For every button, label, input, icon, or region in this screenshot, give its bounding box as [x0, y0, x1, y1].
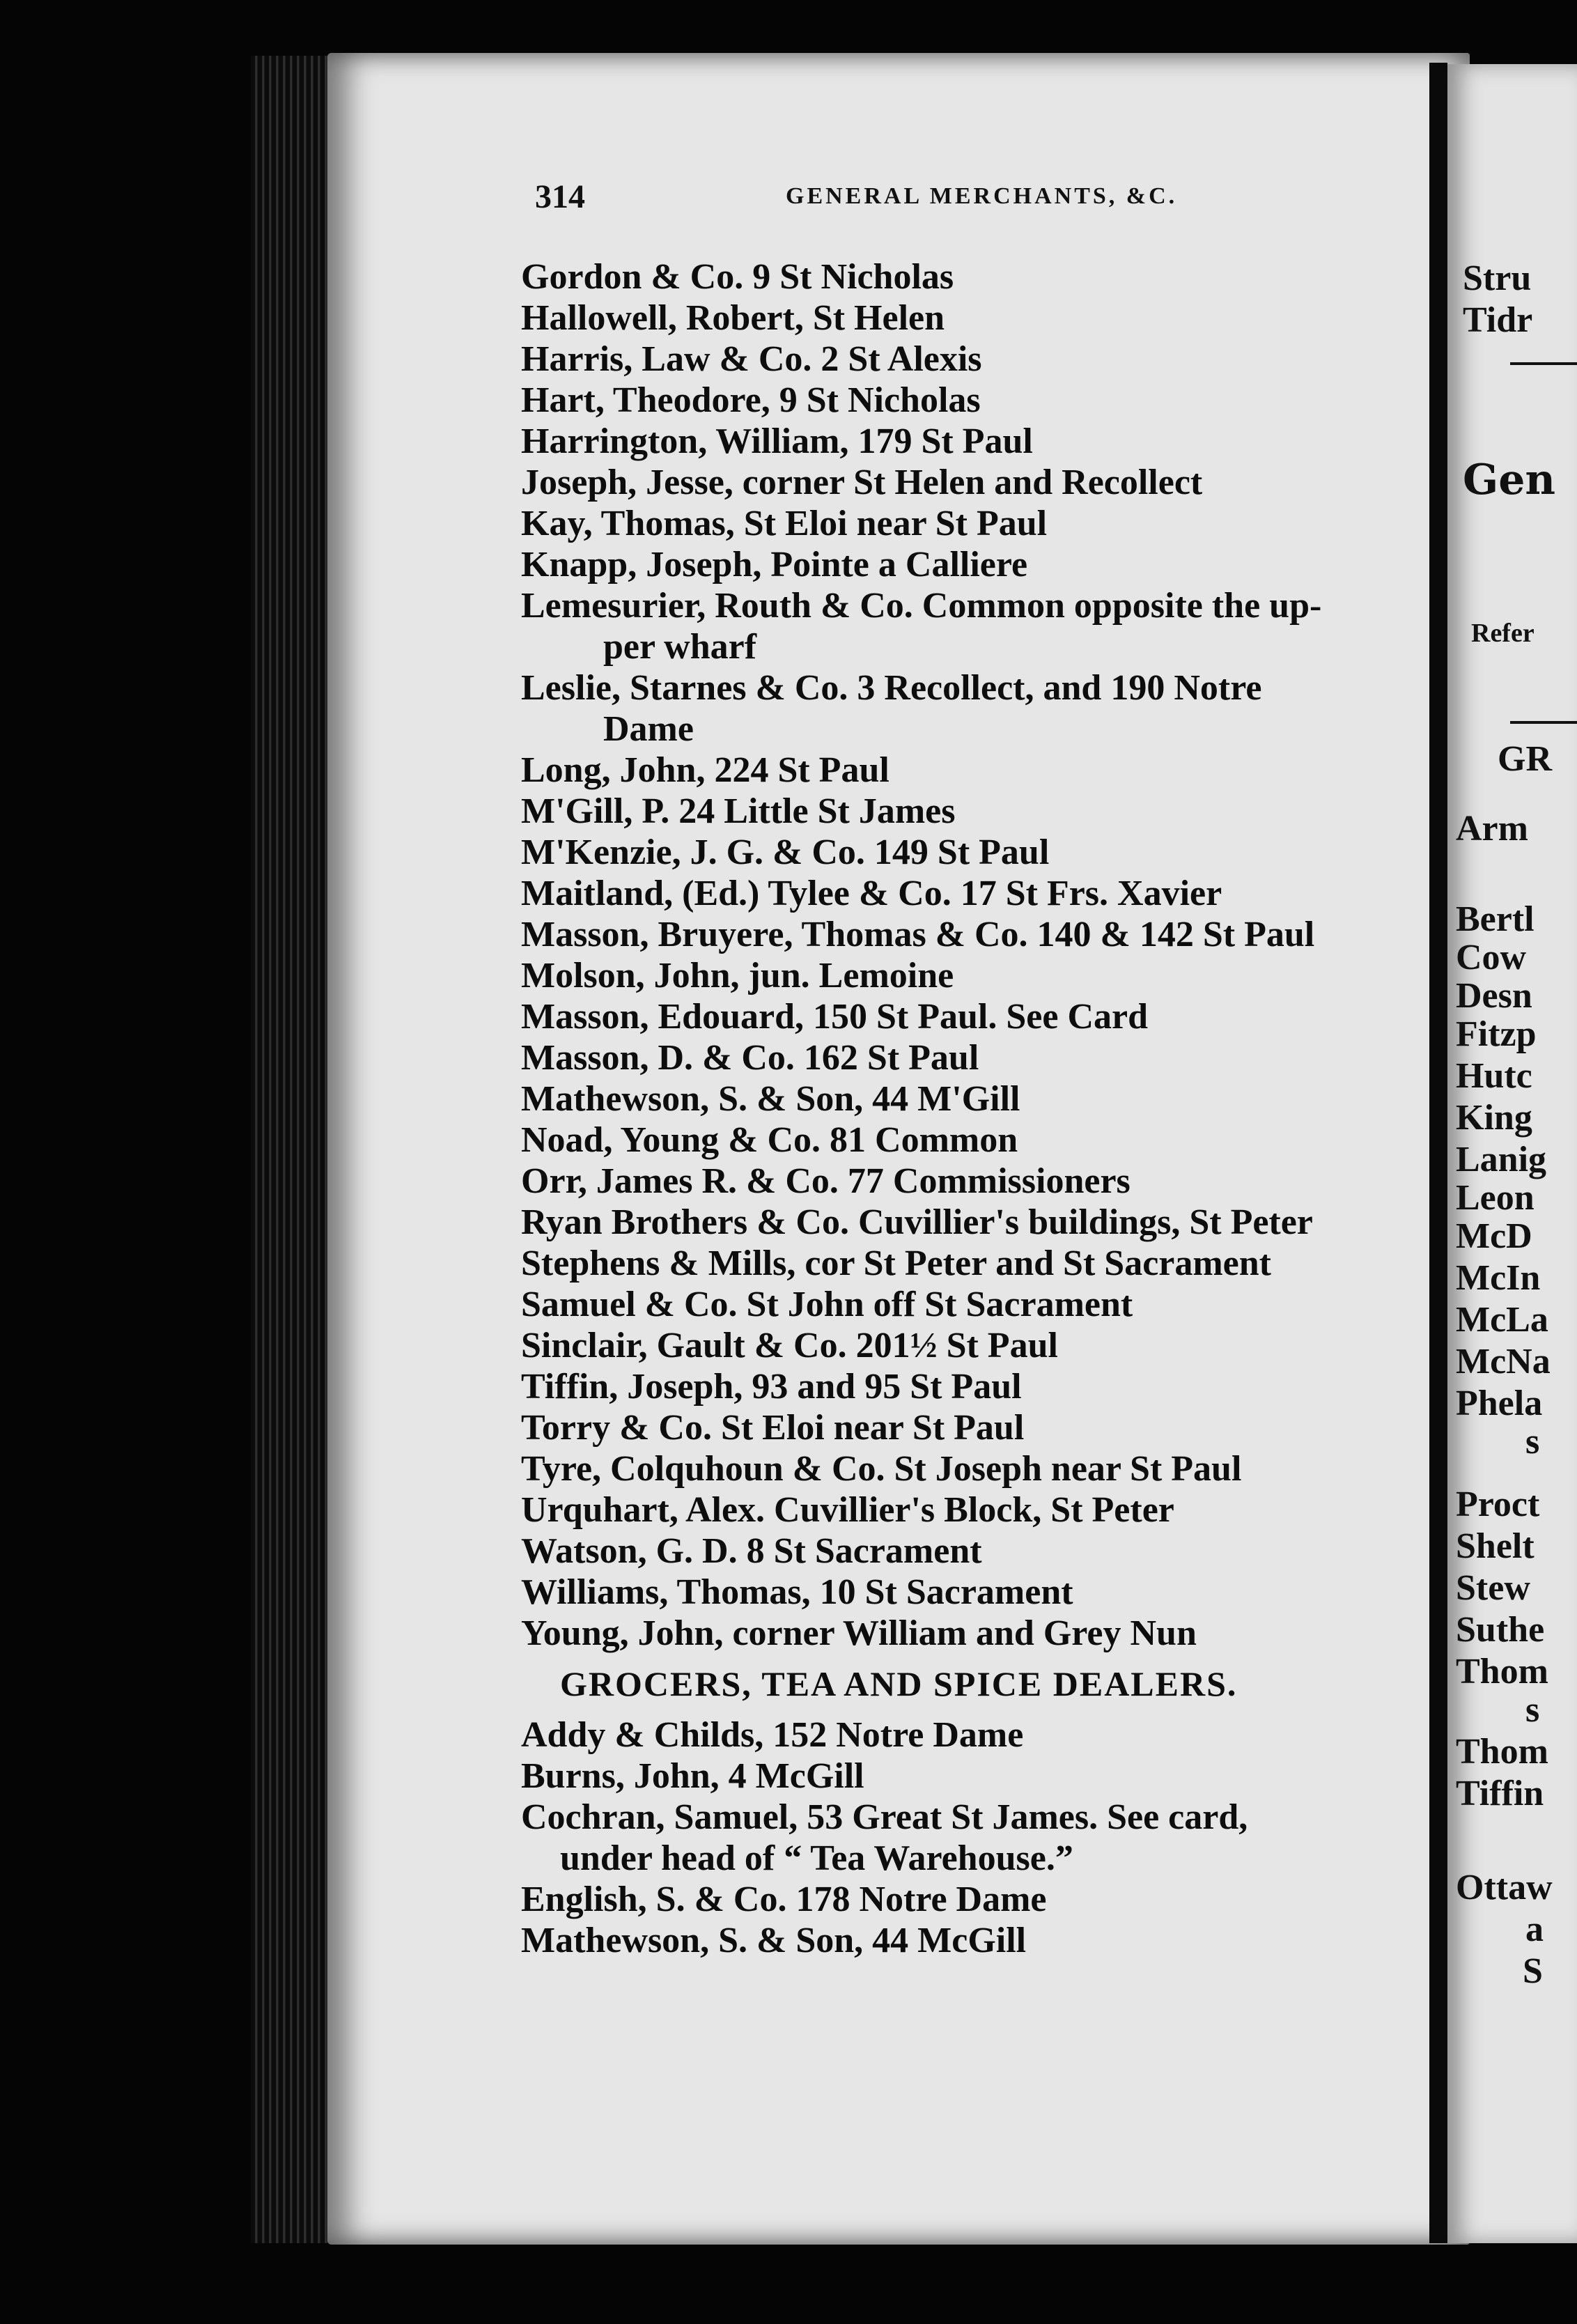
directory-entry: M'Kenzie, J. G. & Co. 149 St Paul: [521, 832, 1050, 872]
right-page-text: Shelt: [1456, 1526, 1535, 1566]
directory-entry: Addy & Childs, 152 Notre Dame: [521, 1715, 1024, 1755]
directory-entry: Mathewson, S. & Son, 44 McGill: [521, 1921, 1027, 1960]
right-page-text: Tiffin: [1456, 1774, 1544, 1813]
directory-entry: Masson, D. & Co. 162 St Paul: [521, 1038, 979, 1078]
directory-entry: Masson, Edouard, 150 St Paul. See Card: [521, 997, 1148, 1037]
directory-entry: Williams, Thomas, 10 St Sacrament: [521, 1572, 1073, 1612]
directory-entry: English, S. & Co. 178 Notre Dame: [521, 1880, 1047, 1919]
right-page-text: Proct: [1456, 1485, 1540, 1524]
right-page-text: S: [1523, 1951, 1543, 1991]
right-page-text: GR: [1498, 739, 1552, 779]
directory-entry: Molson, John, jun. Lemoine: [521, 956, 954, 996]
section-rule: [1510, 362, 1577, 365]
directory-entry: Orr, James R. & Co. 77 Commissioners: [521, 1161, 1131, 1201]
right-page-text: McNa: [1456, 1342, 1551, 1381]
right-page-text: McIn: [1456, 1258, 1541, 1298]
directory-listing: [521, 256, 1447, 1961]
directory-entry: Noad, Young & Co. 81 Common: [521, 1120, 1018, 1160]
right-page-text: Leon: [1456, 1178, 1535, 1218]
directory-entry: Hart, Theodore, 9 St Nicholas: [521, 380, 981, 420]
right-page-text: Refer: [1471, 619, 1535, 648]
directory-entry: Burns, John, 4 McGill: [521, 1756, 864, 1796]
right-page-fragment: [1447, 64, 1577, 2243]
directory-entry: Masson, Bruyere, Thomas & Co. 140 & 142 St Paul: [521, 915, 1315, 954]
directory-entry: Harris, Law & Co. 2 St Alexis: [521, 339, 982, 379]
right-page-text: Stru: [1463, 258, 1532, 298]
directory-entry: Sinclair, Gault & Co. 201½ St Paul: [521, 1326, 1058, 1365]
page-number: 314: [535, 178, 585, 215]
directory-entry: Joseph, Jesse, corner St Helen and Recollect: [521, 463, 1203, 502]
right-page-text: Lanig: [1456, 1140, 1547, 1179]
directory-entry: Gordon & Co. 9 St Nicholas: [521, 257, 954, 297]
directory-entry-continuation: per wharf: [603, 627, 757, 667]
directory-entry: Harrington, William, 179 St Paul: [521, 421, 1033, 461]
directory-entry: Young, John, corner William and Grey Nun: [521, 1613, 1197, 1653]
directory-entry: Torry & Co. St Eloi near St Paul: [521, 1408, 1025, 1448]
right-page-text: McD: [1456, 1216, 1532, 1256]
right-page-text: Desn: [1456, 976, 1532, 1016]
right-page-text: Fitzp: [1456, 1014, 1537, 1054]
right-page-text: McLa: [1456, 1300, 1548, 1340]
section-rule: [1510, 721, 1577, 724]
right-page-text: Hutc: [1456, 1056, 1532, 1096]
right-page-text: Tidr: [1463, 300, 1533, 340]
right-page-text: Thom: [1456, 1732, 1548, 1772]
directory-entry: Maitland, (Ed.) Tylee & Co. 17 St Frs. Xavier: [521, 874, 1222, 913]
directory-entry-continuation: Dame: [603, 709, 694, 749]
running-head: GENERAL MERCHANTS, &C.: [786, 183, 1178, 209]
directory-entry: Cochran, Samuel, 53 Great St James. See card,: [521, 1797, 1248, 1837]
directory-entry: Samuel & Co. St John off St Sacrament: [521, 1285, 1133, 1324]
right-page-text: a: [1525, 1909, 1544, 1949]
right-page-text: Ottaw: [1456, 1868, 1553, 1907]
right-page-text: Bertl: [1456, 899, 1535, 939]
directory-entry: Urquhart, Alex. Cuvillier's Block, St Peter: [521, 1490, 1174, 1530]
page-header: [535, 178, 1427, 219]
directory-entry: Mathewson, S. & Son, 44 M'Gill: [521, 1079, 1020, 1119]
directory-entry: Leslie, Starnes & Co. 3 Recollect, and 190 Notre: [521, 668, 1262, 708]
right-page-text: s: [1525, 1422, 1540, 1462]
directory-entry: Tyre, Colquhoun & Co. St Joseph near St Paul: [521, 1449, 1242, 1489]
right-page-text: Gen: [1463, 456, 1556, 504]
section-heading: GROCERS, TEA AND SPICE DEALERS.: [560, 1664, 1238, 1703]
directory-entry: Tiffin, Joseph, 93 and 95 St Paul: [521, 1367, 1022, 1407]
right-page-text: Suthe: [1456, 1610, 1545, 1650]
right-page-text: Phela: [1456, 1384, 1543, 1423]
right-page-text: Arm: [1456, 809, 1528, 849]
right-page-text: King: [1456, 1098, 1532, 1138]
right-page-text: s: [1525, 1690, 1540, 1730]
directory-entry: Long, John, 224 St Paul: [521, 750, 890, 790]
right-page-text: Thom: [1456, 1652, 1548, 1691]
directory-entry: Ryan Brothers & Co. Cuvillier's buildings, St Peter: [521, 1202, 1313, 1242]
right-page-text: Cow: [1456, 938, 1527, 977]
directory-entry: M'Gill, P. 24 Little St James: [521, 791, 956, 831]
right-page-text: Stew: [1456, 1568, 1530, 1608]
directory-entry: Knapp, Joseph, Pointe a Calliere: [521, 545, 1028, 584]
directory-entry: Hallowell, Robert, St Helen: [521, 298, 945, 338]
directory-entry: Lemesurier, Routh & Co. Common opposite the up-: [521, 586, 1322, 626]
directory-entry-continuation: under head of “ Tea Warehouse.”: [560, 1838, 1073, 1878]
page-edges: [251, 56, 334, 2243]
directory-entry: Watson, G. D. 8 St Sacrament: [521, 1531, 982, 1571]
directory-entry: Stephens & Mills, cor St Peter and St Sacrament: [521, 1244, 1271, 1283]
directory-entry: Kay, Thomas, St Eloi near St Paul: [521, 504, 1048, 543]
